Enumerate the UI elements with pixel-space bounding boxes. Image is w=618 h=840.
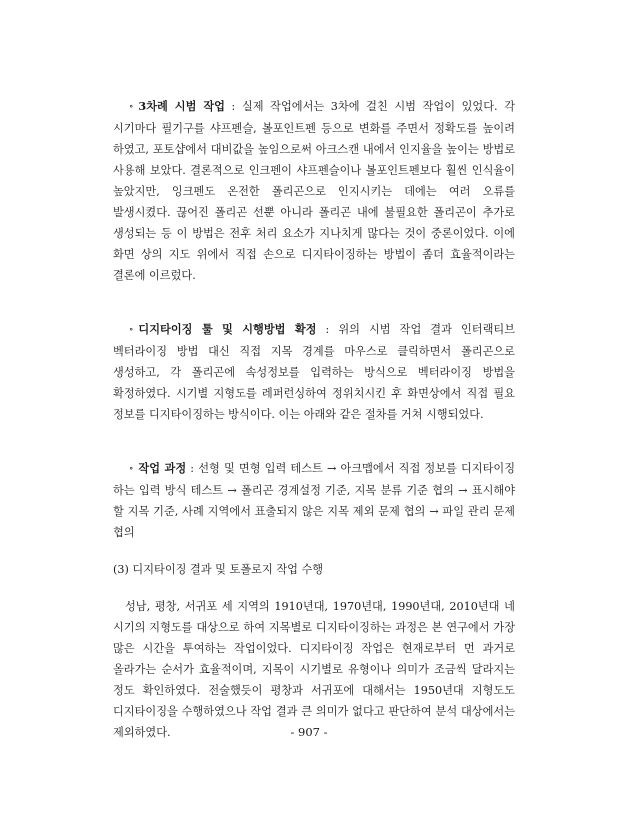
trial-work-title: 3차례 시범 작업	[138, 99, 225, 113]
trial-work-paragraph	[113, 96, 515, 286]
trial-work-text: 실제 작업에서는 3차에 걸친 시범 작업이 있었다. 각 시기마다 필기구를 샤프펜슬, 볼포인트펜 등으로 변화를 주면서 정확도를 높이려 하였고, 포토샵에서 대비값을 높임으로써 아크스캔 내에서 인지율을 높이는 방법로 사용해 보았다. 결론적으로 인크펜이 샤프펜슬이나 볼포인트펜보다 훨씬 인식율이 높았지만, 잉크펜도 온전한 폴리곤으로 인지시키는 데에는 여러 오류를 발생시켰다. 끊어진 폴리곤 선뿐 아니라 폴리곤 내에 불필요한 폴리곤이 추가로 생성되는 등 이 방법은 전후 처리 요소가 지나치게 많다는 것이 중론이었다. 이에 화면 상의 지도 위에서 직접 손으로 디지타이징하는 방법이 좀더 효율적이라는 결론에 이르렀다.	[113, 100, 515, 282]
digitizing-tool-paragraph	[113, 319, 515, 425]
work-process-separator: :	[186, 462, 199, 475]
bullet-circle-icon: ∘	[129, 102, 134, 112]
results-paragraph: 성남, 평창, 서귀포 세 지역의 1910년대, 1970년대, 1990년대, 2010년대 네 시기의 지형도를 대상으로 하여 지목별로 디지타이징하는 과정은 본 연구에서 가장 많은 시간을 투여하는 작업이었다. 디지타이징 작업은 현재로부터 먼 과거로 올라가는 순서가 효율적이며, 지목이 시기별로 유형이나 의미가 조금씩 달라지는 정도 확인하였다. 전술했듯이 평창과 서귀포에 대해서는 1950년대 지형도도 디지타이징을 수행하였으나 작업 결과 큰 의미가 없다고 판단하여 분석 대상에서는 제외하였다.	[113, 600, 515, 739]
page-number: - 907 -	[290, 725, 328, 739]
digitizing-tool-title: 디지타이징 툴 및 시행방법 확정	[138, 322, 317, 336]
bullet-circle-icon: ∘	[129, 464, 134, 474]
work-process-title: 작업 과정	[138, 461, 187, 475]
work-process-text: 선형 및 면형 입력 테스트 → 아크맵에서 직접 정보를 디지타이징 하는 입력 방식 테스트 → 폴리곤 경계설정 기준, 지목 분류 기준 협의 → 표시해야 할 지목 기준, 사례 지역에서 표출되지 않은 지목 제외 문제 협의 → 파일 관리 문제 협의	[113, 462, 516, 539]
document-page	[113, 96, 515, 743]
bullet-circle-icon: ∘	[129, 325, 134, 335]
digitizing-tool-text: 위의 시범 작업 결과 인터랙티브 벡터라이징 방법 대신 직접 지목 경계를 마우스로 클릭하면서 폴리곤으로 생성하고, 각 폴리곤에 속성정보를 입력하는 방식으로 벡터라이징 방법을 확정하였다. 시기별 지형도를 레퍼런싱하여 정위치시킨 후 화면상에서 직접 필요 정보를 디지타이징하는 방식이다. 이는 아래와 같은 절차를 거쳐 시행되었다.	[113, 323, 516, 421]
section-heading: (3) 디지타이징 결과 및 토폴로지 작업 수행	[113, 563, 324, 576]
work-process-paragraph	[113, 458, 515, 543]
trial-work-separator: :	[224, 100, 242, 113]
digitizing-tool-separator: :	[316, 323, 339, 336]
